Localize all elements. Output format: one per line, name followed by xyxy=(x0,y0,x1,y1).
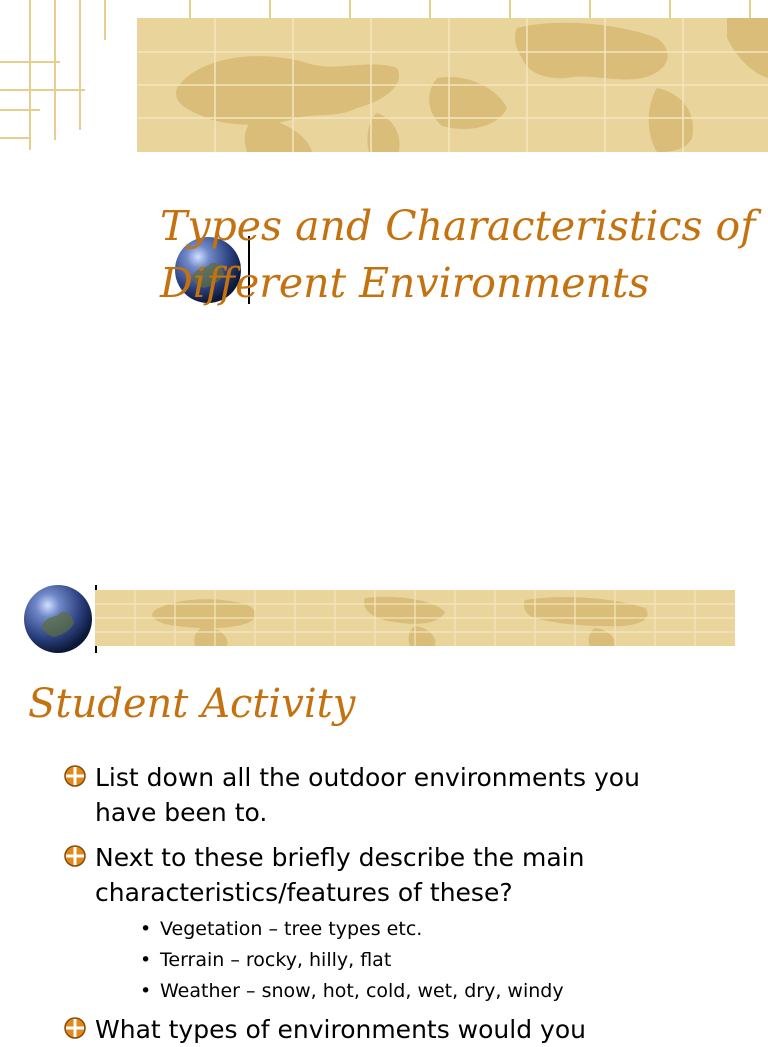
bullet-line: What types of environments would you xyxy=(95,1015,586,1044)
sub-bullet-text: Weather – snow, hot, cold, wet, dry, windy xyxy=(160,980,564,1002)
bullet-line: List down all the outdoor environments you xyxy=(95,763,640,792)
compass-bullet-icon xyxy=(63,844,87,868)
bullet-line: have been to. xyxy=(95,798,268,827)
compass-bullet-icon xyxy=(63,1016,87,1040)
world-map-icon xyxy=(137,18,768,152)
corner-grid-decoration xyxy=(0,0,140,160)
sub-bullet-item xyxy=(140,916,422,942)
bullet-item-partial xyxy=(63,1012,713,1047)
globe-icon xyxy=(22,583,104,655)
sub-bullet-text: Terrain – rocky, hilly, flat xyxy=(160,949,392,971)
bullet-dot: • xyxy=(140,949,152,971)
bullet-item xyxy=(63,840,713,910)
slide-title xyxy=(160,198,760,312)
bullet-item xyxy=(63,760,713,830)
sub-bullet-item xyxy=(140,978,564,1004)
sub-bullet-text: Vegetation – tree types etc. xyxy=(160,918,423,940)
section-heading: Student Activity xyxy=(28,681,356,727)
banner-ticks xyxy=(137,0,768,18)
bullet-line: characteristics/features of these? xyxy=(95,878,513,907)
sub-bullet-item xyxy=(140,947,391,973)
compass-bullet-icon xyxy=(63,764,87,788)
slide-title-line2: Different Environments xyxy=(160,259,650,307)
world-map-icon xyxy=(95,590,735,646)
slide-title-line1: Types and Characteristics of xyxy=(160,202,756,250)
world-map-banner-small xyxy=(95,590,735,646)
bullet-dot: • xyxy=(140,918,152,940)
world-map-banner xyxy=(137,18,768,152)
bullet-line: Next to these briefly describe the main xyxy=(95,843,585,872)
bullet-dot: • xyxy=(140,980,152,1002)
